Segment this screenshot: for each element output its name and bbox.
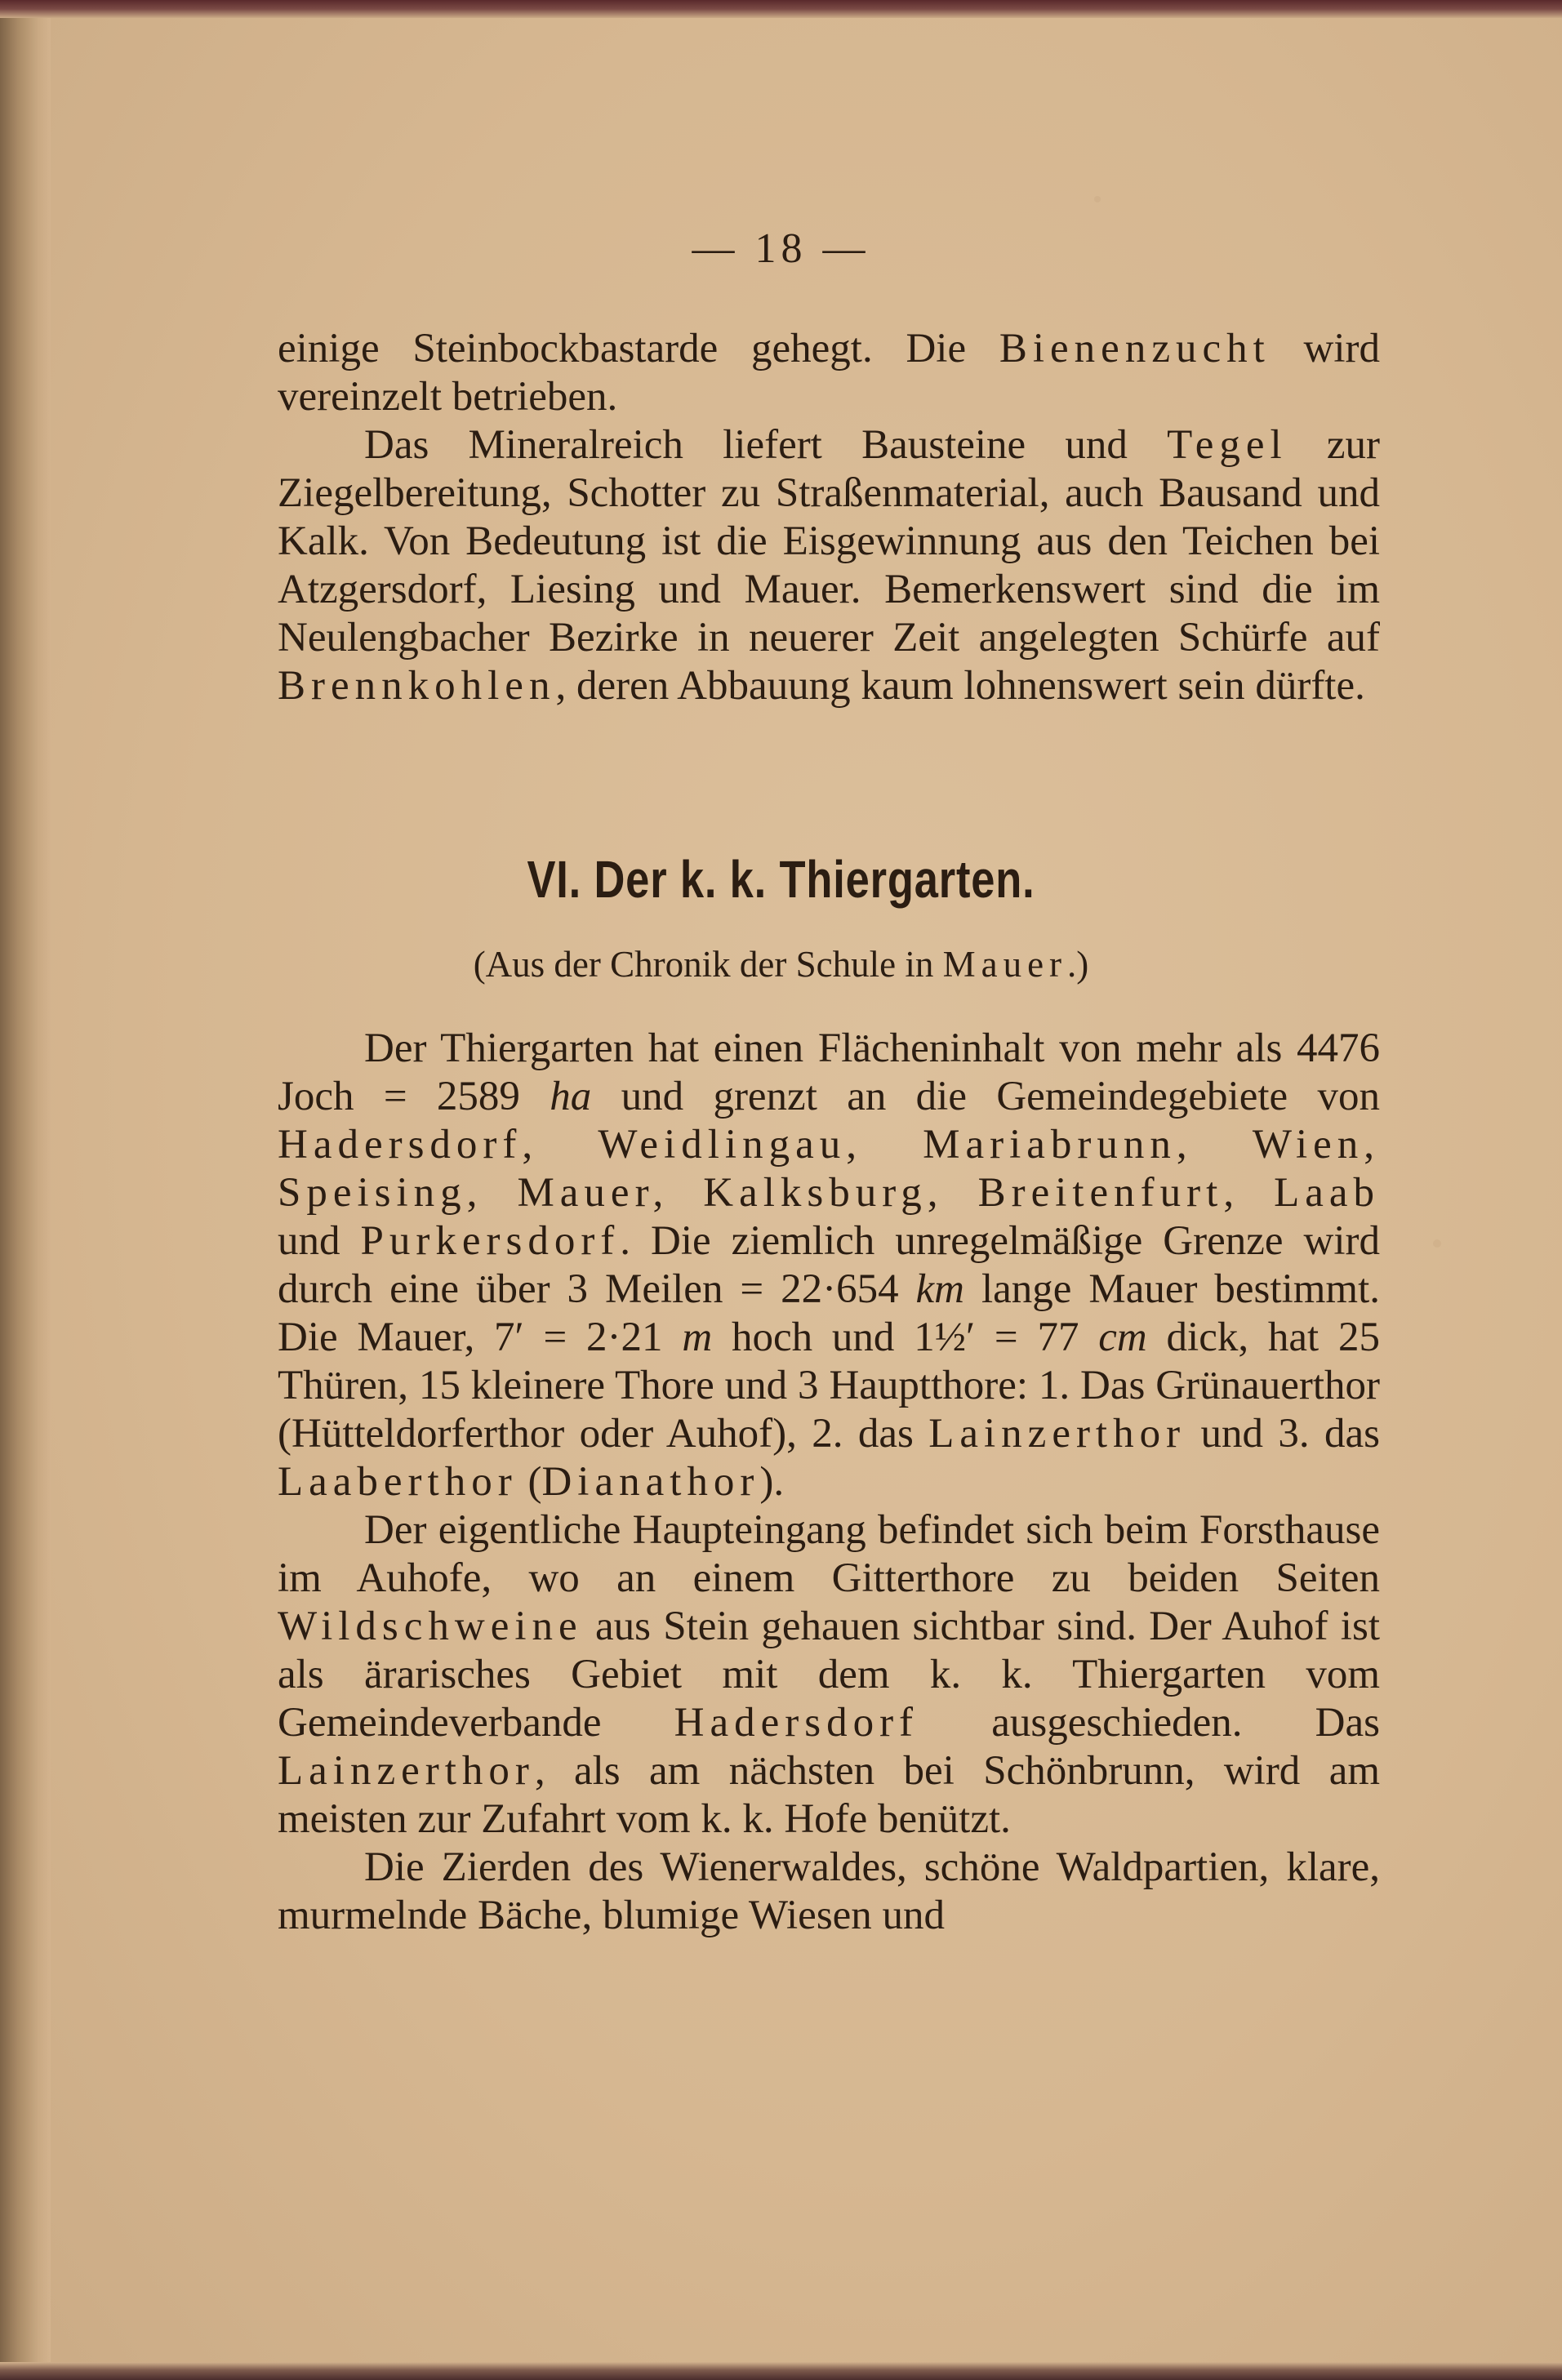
text-run: hoch und 1½′ = 77 bbox=[712, 1315, 1099, 1360]
unit-text: cm bbox=[1098, 1315, 1147, 1360]
spaced-term: Tegel bbox=[1167, 422, 1288, 468]
text-run: ). bbox=[759, 1459, 785, 1505]
spaced-term: Mauer bbox=[942, 944, 1068, 985]
paper-speck bbox=[1094, 196, 1101, 202]
book-spine bbox=[0, 0, 51, 2380]
paragraph-entrance bbox=[278, 1506, 1380, 1844]
text-run: lange Mauer bestimmt. Die Mauer, 7′ = 2·21 bbox=[278, 1266, 1380, 1360]
text-run: , deren Abbauung kaum lohnenswert sein dürfte. bbox=[555, 663, 1365, 709]
spaced-term: Laaberthor bbox=[278, 1459, 518, 1505]
text-run: zur Ziegelbereitung, Schotter zu Straßenmaterial, auch Bausand und Kalk. Von Bedeutung ist die Eisgewinnung aus den Teichen bei Atzgersdorf, Liesing und Mauer. Bemerkenswert sind die im Neulengbacher Bezirke in neuerer Zeit angelegten Schürfe auf bbox=[278, 422, 1380, 661]
unit-text: ha bbox=[550, 1074, 592, 1119]
paragraph-area bbox=[278, 1025, 1380, 1506]
text-run: Die Zierden des Wienerwaldes, schöne Waldpartien, klare, murmelnde Bäche, blumige Wiesen und bbox=[278, 1844, 1380, 1938]
text-run: . Die ziemlich unregelmäßige Grenze wird durch eine über 3 Meilen = 22·654 bbox=[278, 1218, 1380, 1312]
paragraph-fauna bbox=[278, 325, 1380, 421]
text-run: , als am nächsten bei Schönbrunn, wird am meisten zur Zufahrt vom k. k. Hofe benützt. bbox=[278, 1748, 1380, 1842]
text-run: dick, hat 25 Thüren, 15 kleinere Thore und 3 Hauptthore: 1. Das Grünauerthor (Hütteldorferthor oder Auhof), 2. das bbox=[278, 1315, 1380, 1457]
text-block-top bbox=[278, 325, 1380, 710]
page-top-edge bbox=[0, 0, 1562, 18]
text-run: und 3. das bbox=[1186, 1411, 1380, 1457]
spaced-term: Purkersdorf bbox=[360, 1218, 621, 1264]
text-run: und grenzt an die Gemeindegebiete von bbox=[591, 1074, 1380, 1119]
text-run: Der Thiergarten hat einen Flächeninhalt von mehr als 4476 Joch = 2589 bbox=[278, 1025, 1380, 1119]
spaced-term: Bienenzucht bbox=[999, 326, 1271, 371]
section-source bbox=[0, 943, 1562, 985]
spaced-term: Lainzerthor bbox=[928, 1411, 1186, 1457]
text-run: (Aus der Chronik der Schule in bbox=[473, 944, 943, 985]
paper-speck bbox=[1433, 1239, 1441, 1248]
spaced-term: Dianathor bbox=[541, 1459, 760, 1505]
text-run: ( bbox=[517, 1459, 542, 1505]
spaced-term: Brennkohlen bbox=[278, 663, 556, 709]
paragraph-minerals bbox=[278, 421, 1380, 710]
unit-text: m bbox=[682, 1315, 713, 1360]
page-bottom-edge bbox=[0, 2362, 1562, 2380]
text-run: aus Stein gehauen sichtbar sind. Der Auhof ist als ärarisches Gebiet mit dem k. k. Thiergarten vom Gemeindeverbande bbox=[278, 1604, 1380, 1746]
text-run: ausgeschieden. Das bbox=[919, 1700, 1380, 1746]
section-heading: VI. Der k. k. Thiergarten. bbox=[527, 850, 1035, 909]
page-number: — 18 — bbox=[692, 225, 870, 272]
spaced-term: Hadersdorf, Weidlingau, Mariabrunn, Wien, Speising, Mauer, Kalksburg, Breitenfurt, Laab bbox=[278, 1122, 1380, 1216]
text-run: einige Steinbockbastarde gehegt. Die bbox=[278, 326, 999, 371]
paragraph-landscape bbox=[278, 1844, 1380, 1940]
spaced-term: Hadersdorf bbox=[674, 1700, 919, 1746]
text-run: wird vereinzelt betrieben. bbox=[278, 326, 1381, 420]
spaced-term: Wildschweine bbox=[278, 1604, 583, 1649]
text-run: .) bbox=[1067, 944, 1089, 985]
text-run: Das Mineralreich liefert Bausteine und bbox=[364, 422, 1168, 468]
spaced-term: Lainzerthor bbox=[278, 1748, 535, 1794]
text-run: und bbox=[278, 1218, 361, 1264]
text-block-main bbox=[278, 1025, 1380, 1940]
unit-text: km bbox=[915, 1266, 965, 1312]
text-run: Der eigentliche Haupteingang befindet sich beim Forsthause im Auhofe, wo an einem Gitterthore zu beiden Seiten bbox=[278, 1507, 1380, 1601]
